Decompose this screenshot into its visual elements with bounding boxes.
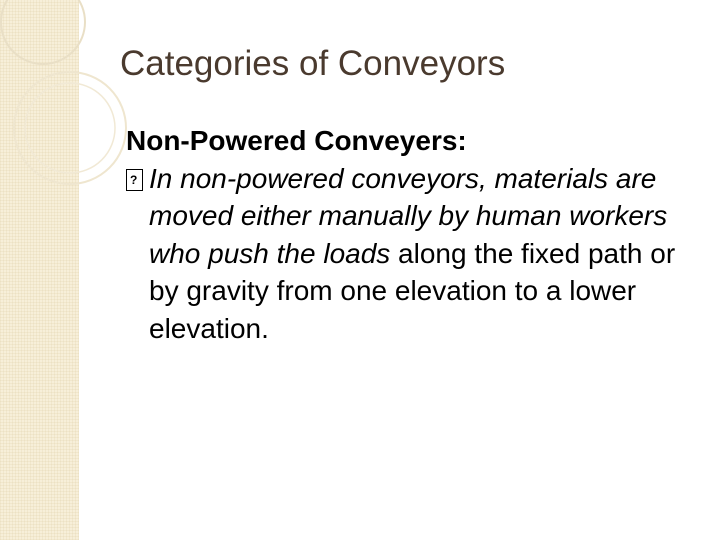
decorative-circle-large (1, 0, 85, 64)
bullet-paragraph (126, 160, 701, 348)
slide-body (126, 122, 701, 347)
bullet-glyph: ? (130, 172, 138, 187)
decorative-circles (0, 0, 130, 210)
section-heading: Non-Powered Conveyers: (126, 125, 467, 156)
slide-title: Categories of Conveyors (120, 44, 506, 83)
decorative-circle-medium (14, 72, 126, 184)
missing-glyph-bullet-icon (126, 169, 143, 191)
decorative-circle-inner (25, 83, 115, 173)
paragraph-italic-text: In non-powered conveyors, materials are moved either manually by human workers who push the loads (149, 162, 668, 269)
paragraph-normal-text: along the fixed path or by gravity from one elevation to a lower elevation. (149, 237, 676, 344)
